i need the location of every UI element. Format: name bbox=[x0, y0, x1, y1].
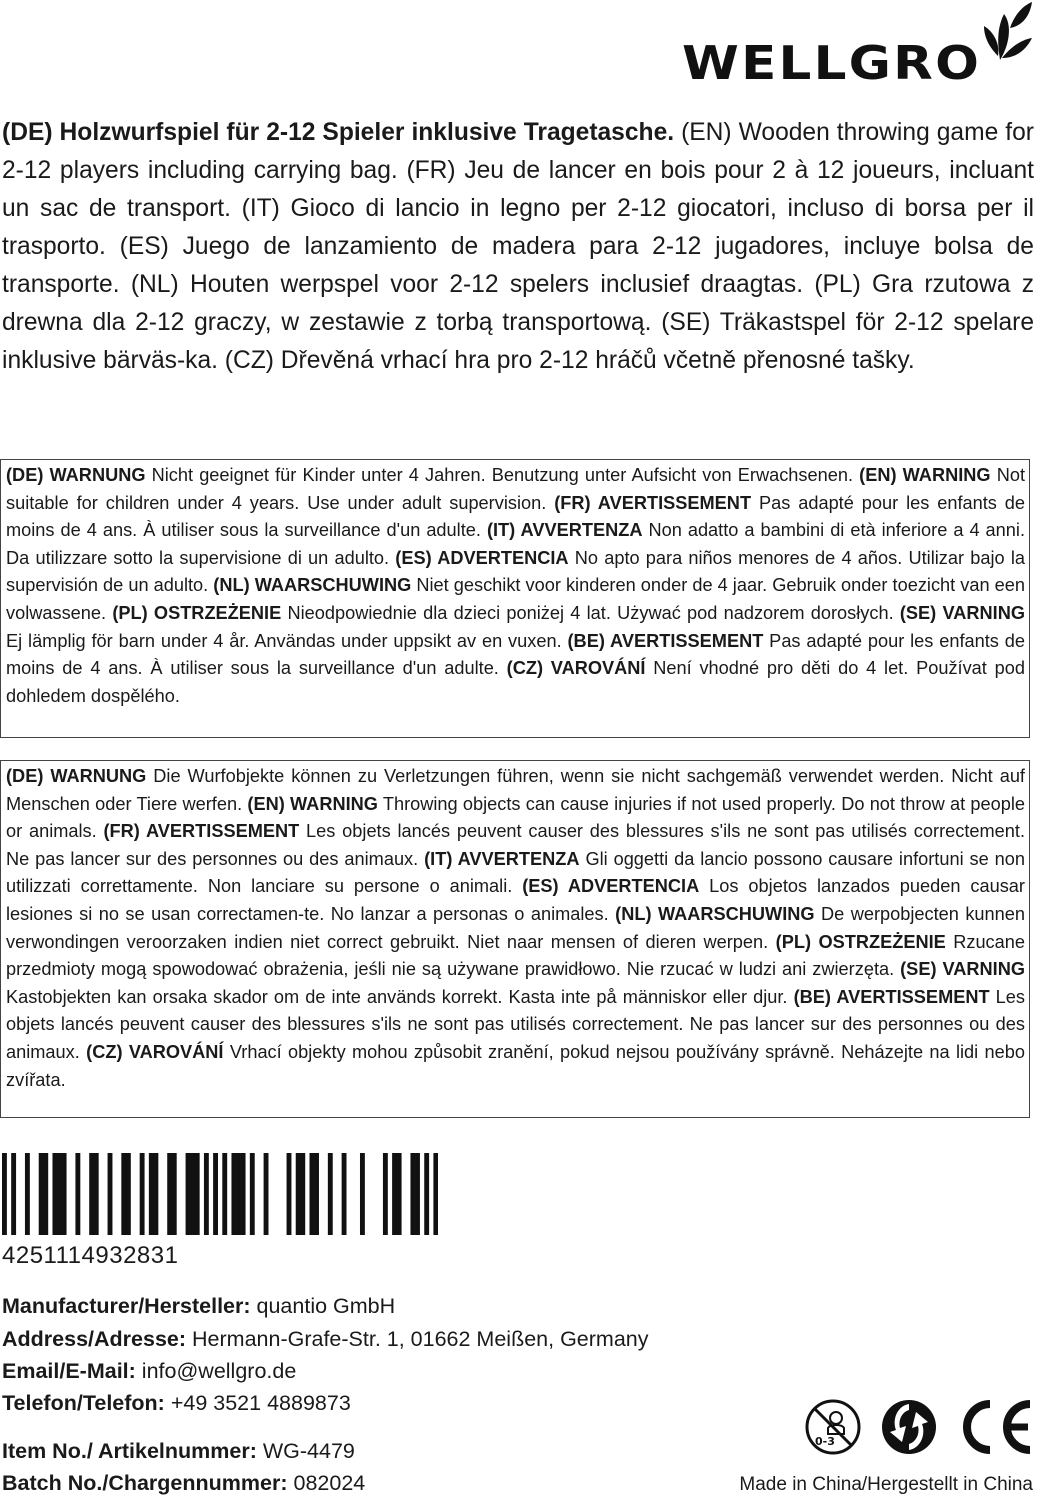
warning-segment: (EN) WARNING Not suitable for children under 4 years. Use under adult supervision. bbox=[6, 465, 1025, 513]
barcode-bar bbox=[89, 1153, 94, 1235]
warning-segment: (EN) WARNING Throwing objects can cause injuries if not used properly. Do not throw at people or animals. bbox=[6, 793, 1025, 842]
barcode-bar bbox=[236, 1153, 241, 1235]
barcode-bar bbox=[149, 1153, 154, 1235]
description-segment: (ES) Juego de lanzamiento de madera para 2-12 jugadores, incluye bolsa de transporte. bbox=[2, 233, 1034, 298]
barcode-bar bbox=[300, 1153, 305, 1235]
address-line: Address/Adresse: Hermann-Grafe-Str. 1, 01662 Meißen, Germany bbox=[2, 1327, 649, 1351]
barcode-bar bbox=[342, 1153, 347, 1235]
brand-name: WELLGRO bbox=[682, 36, 982, 90]
barcode-bar bbox=[231, 1153, 236, 1235]
description-segment: (PL) Gra rzutowa z drewna dla 2-12 graczy, w zestawie z torbą transportową. bbox=[2, 271, 1034, 336]
barcode-bar bbox=[383, 1153, 388, 1235]
batch-number-value: 082024 bbox=[293, 1471, 366, 1495]
barcode-bar bbox=[25, 1153, 30, 1235]
svg-text:0-3: 0-3 bbox=[815, 1435, 835, 1448]
warning-segment: (DE) WARNUNG Nicht geeignet für Kinder unter 4 Jahren. Benutzung unter Aufsicht von Erwachsenen. bbox=[6, 465, 860, 485]
description-segment: (IT) Gioco di lancio in legno per 2-12 giocatori, incluso di borsa per il trasporto. bbox=[2, 195, 1034, 260]
barcode-bar bbox=[397, 1153, 402, 1235]
warning-segment: (BE) AVERTISSEMENT Les objets lancés peuvent causer des blessures s'ils ne sont pas utilisés correctement. Ne pas lancer sur des personnes ou des animaux. bbox=[6, 986, 1025, 1062]
barcode-bar bbox=[195, 1153, 200, 1235]
barcode-bar bbox=[190, 1153, 195, 1235]
warning-segment: (PL) OSTRZEŻENIE Rzucane przedmioty mogą spowodować obrażenia, jeśli nie są używane prawidłowo. Nie rzucać w ludzi ani zwierzęta. bbox=[6, 931, 1025, 980]
barcode-bar bbox=[241, 1153, 246, 1235]
made-in-label: Made in China/Hergestellt in China bbox=[739, 1474, 1033, 1495]
barcode-bar bbox=[204, 1153, 209, 1235]
age-warning-icon bbox=[804, 1398, 862, 1456]
barcode-bar bbox=[39, 1153, 44, 1235]
warning-segment: (NL) WAARSCHUWING De werpobjecten kunnen verwondingen veroorzaken indien niet correct gebruikt. Niet naar mensen of dieren werpen. bbox=[6, 903, 1025, 952]
description-segment: (EN) Wooden throwing game for 2-12 players including carrying bag. bbox=[2, 119, 1034, 184]
warning-segment: (NL) WAARSCHUWING Niet geschikt voor kinderen onder de 4 jaar. Gebruik onder toezicht van een volwassene. bbox=[6, 575, 1025, 623]
email-value: info@wellgro.de bbox=[141, 1359, 297, 1383]
warning-segment: (DE) WARNUNG Die Wurfobjekte können zu Verletzungen führen, wenn sie nicht sachgemäß verwendet werden. Nicht auf Menschen oder Tiere werfen. bbox=[6, 766, 1025, 814]
brand-logo bbox=[682, 0, 1034, 90]
barcode-bar bbox=[108, 1153, 113, 1235]
barcode-bar bbox=[52, 1153, 57, 1235]
batch-number-line: Batch No./Chargennummer: 082024 bbox=[2, 1471, 366, 1495]
barcode-bar bbox=[410, 1153, 415, 1235]
barcode-bar bbox=[213, 1153, 218, 1235]
barcode-bar bbox=[360, 1153, 365, 1235]
warning-segment: (ES) ADVERTENCIA No apto para niños menores de 4 años. Utilizar bajo la supervisión de un adulto. bbox=[6, 547, 1025, 596]
manufacturer-value: quantio GmbH bbox=[256, 1294, 396, 1318]
barcode-bar bbox=[172, 1153, 177, 1235]
warning-segment: (PL) OSTRZEŻENIE Nieodpowiednie dla dzieci poniżej 4 lat. Używać pod nadzorem dorosłych. bbox=[112, 602, 900, 623]
warning-segment: (ES) ADVERTENCIA Los objetos lanzados pueden causar lesiones si no se usan correctamen-te. No lanzar a personas o animales. bbox=[6, 876, 1025, 924]
leaf-icon bbox=[974, 0, 1034, 62]
barcode-bar bbox=[62, 1153, 67, 1235]
barcode-bar bbox=[140, 1153, 145, 1235]
barcode-bar bbox=[250, 1153, 255, 1235]
barcode-bar bbox=[222, 1153, 227, 1235]
barcode-bar bbox=[309, 1153, 314, 1235]
address-value: Hermann-Grafe-Str. 1, 01662 Meißen, Germany bbox=[192, 1327, 649, 1351]
green-dot-recycling-icon bbox=[880, 1398, 938, 1456]
barcode-bar bbox=[264, 1153, 269, 1235]
age-warning-box bbox=[0, 459, 1030, 738]
barcode-bar bbox=[433, 1153, 438, 1235]
description-segment: (DE) Holzwurfspiel für 2-12 Spieler inklusive Tragetasche. bbox=[2, 119, 682, 146]
phone-line: Telefon/Telefon: +49 3521 4889873 bbox=[2, 1391, 351, 1415]
warning-segment: (CZ) VAROVÁNÍ Není vhodné pro děti do 4 let. Používat pod dohledem dospělého. bbox=[6, 658, 1025, 706]
barcode-bar bbox=[392, 1153, 397, 1235]
description-segment: (CZ) Dřevěná vrhací hra pro 2-12 hráčů včetně přenosné tašky. bbox=[224, 347, 915, 374]
warning-segment: (BE) AVERTISSEMENT Pas adapté pour les enfants de moins de 4 ans. À utiliser sous la surveillance d'un adulte. bbox=[6, 630, 1025, 679]
item-number-line: Item No./ Artikelnummer: WG-4479 bbox=[2, 1439, 355, 1463]
description-segment: (NL) Houten werpspel voor 2-12 spelers inclusief draagtas. bbox=[130, 271, 815, 298]
phone-value: +49 3521 4889873 bbox=[170, 1391, 351, 1415]
barcode-bar bbox=[415, 1153, 420, 1235]
barcode-bar bbox=[153, 1153, 158, 1235]
barcode bbox=[2, 1153, 438, 1235]
barcode-bar bbox=[424, 1153, 429, 1235]
barcode-bar bbox=[43, 1153, 48, 1235]
barcode-bar bbox=[287, 1153, 292, 1235]
ce-mark-icon bbox=[956, 1398, 1034, 1456]
email-line: Email/E-Mail: info@wellgro.de bbox=[2, 1359, 297, 1383]
barcode-bar bbox=[328, 1153, 333, 1235]
barcode-bar bbox=[75, 1153, 80, 1235]
warning-segment: (CZ) VAROVÁNÍ Vrhací objekty mohou způsobit zranění, pokud nejsou používány správně. Neházejte na lidi nebo zvířata. bbox=[6, 1041, 1025, 1090]
product-description bbox=[2, 114, 1034, 380]
warning-segment: (SE) VARNING Kastobjekten kan orsaka skador om de inte används korrekt. Kasta inte på människor eller djur. bbox=[6, 959, 1025, 1007]
warning-segment: (IT) AVVERTENZA Gli oggetti da lancio possono causare infortuni se non utilizzati correttamente. Non lanciare su persone o animali. bbox=[6, 848, 1025, 897]
warning-segment: (FR) AVERTISSEMENT Pas adapté pour les enfants de moins de 4 ans. À utiliser sous la surveillance d'un adulte. bbox=[6, 492, 1026, 541]
barcode-bar bbox=[2, 1153, 7, 1235]
barcode-bar bbox=[126, 1153, 131, 1235]
barcode-bar bbox=[167, 1153, 172, 1235]
barcode-bar bbox=[296, 1153, 301, 1235]
barcode-bar bbox=[11, 1153, 16, 1235]
description-segment: (SE) Träkastspel för 2-12 spelare inklusive bärväs-ka. bbox=[2, 309, 1035, 374]
warning-segment: (SE) VARNING Ej lämplig för barn under 4 år. Användas under uppsikt av en vuxen. bbox=[6, 602, 1025, 651]
throwing-warning-box bbox=[0, 760, 1030, 1118]
barcode-number: 4251114932831 bbox=[2, 1242, 179, 1269]
barcode-bar bbox=[94, 1153, 99, 1235]
barcode-bar bbox=[57, 1153, 62, 1235]
warning-segment: (IT) AVVERTENZA Non adatto a bambini di età inferiore a 4 anni. Da utilizzare sotto la supervisione di un adulto. bbox=[6, 520, 1025, 568]
barcode-bar bbox=[186, 1153, 191, 1235]
warning-segment: (FR) AVERTISSEMENT Les objets lancés peuvent causer des blessures s'ils ne sont pas utilisés correctement. Ne pas lancer sur des personnes ou des animaux. bbox=[6, 821, 1025, 869]
description-segment: (FR) Jeu de lancer en bois pour 2 à 12 joueurs, incluant un sac de transport. bbox=[2, 157, 1034, 222]
item-number-value: WG-4479 bbox=[262, 1439, 355, 1463]
barcode-bar bbox=[121, 1153, 126, 1235]
manufacturer-line: Manufacturer/Hersteller: quantio GmbH bbox=[2, 1294, 396, 1318]
barcode-bar bbox=[314, 1153, 319, 1235]
